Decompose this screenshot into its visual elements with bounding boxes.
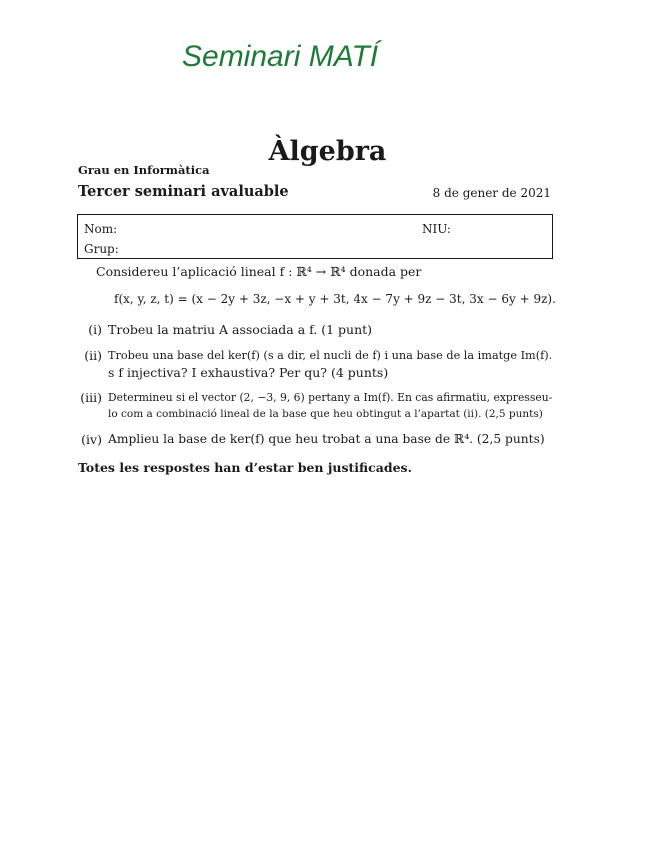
question-number: (ii) (84, 348, 102, 363)
student-info-box (77, 214, 553, 259)
handwritten-annotation (178, 22, 448, 82)
question-line: Trobeu una base del ker(f) (s a dir, el nucli de f) i una base de la imatge Im(f). (108, 349, 553, 362)
question-text (108, 321, 552, 338)
question-line: Determineu si el vector (2, −3, 9, 6) pertany a Im(f). En cas afirmatiu, expresseu- (108, 391, 553, 404)
question-line: lo com a combinació lineal de la base que heu obtingut a l’apartat (ii). (2,5 punts) (108, 408, 543, 420)
grup-label: Grup: (84, 242, 119, 256)
degree-label: Grau en Informàtica (78, 163, 210, 177)
question-line: Trobeu la matriu A associada a f. (1 punt) (108, 322, 373, 337)
question-text (108, 389, 552, 423)
exam-subtitle: Tercer seminari avaluable (78, 183, 289, 200)
question-text (108, 431, 552, 448)
question-text (108, 347, 552, 381)
exam-date: 8 de gener de 2021 (432, 186, 551, 200)
page-title: Àlgebra (268, 136, 387, 167)
justification-note: Totes les respostes han d’estar ben justificades. (78, 460, 412, 475)
niu-label: NIU: (422, 222, 451, 236)
question-line: Amplieu la base de ker(f) que heu trobat a una base de ℝ⁴. (2,5 punts) (108, 432, 545, 446)
handwritten-text: Seminari MATÍ (182, 40, 379, 73)
question-number: (iv) (81, 432, 102, 447)
problem-intro: Considereu l’aplicació lineal f : ℝ⁴ → ℝ⁴ donada per (96, 264, 422, 279)
question-number: (i) (88, 322, 102, 337)
linear-map-formula: f(x, y, z, t) = (x − 2y + 3z, −x + y + 3t, 4x − 7y + 9z − 3t, 3x − 6y + 9z). (114, 292, 556, 306)
nom-label: Nom: (84, 222, 118, 236)
question-number: (iii) (80, 390, 102, 405)
question-line: s f injectiva? I exhaustiva? Per qu? (4 punts) (108, 365, 389, 380)
